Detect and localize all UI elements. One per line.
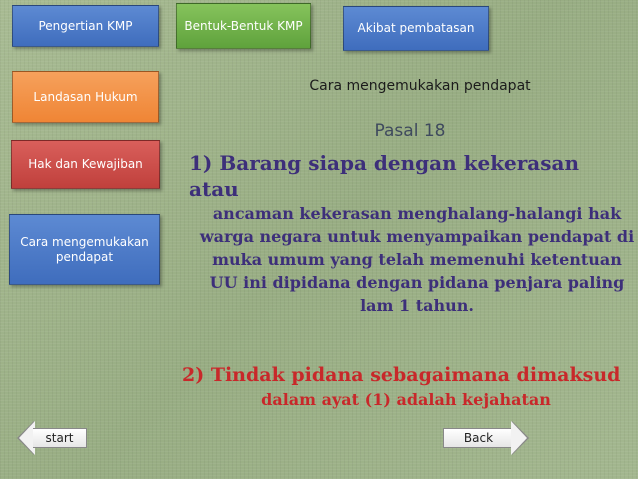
right-arrow-icon-fill <box>511 421 527 455</box>
nav-hak-kewajiban-label: Hak dan Kewajiban <box>28 157 143 171</box>
nav-bentuk-kmp-button[interactable] <box>176 3 311 49</box>
article-heading: Pasal 18 <box>374 121 446 141</box>
article-point-2-lead: 2) Tindak pidana sebagaimana dimaksud <box>182 364 621 386</box>
nav-cara-mengemukakan-label: Cara mengemukakan pendapat <box>20 234 149 264</box>
nav-pengertian-kmp-label: Pengertian KMP <box>38 18 133 33</box>
back-button[interactable] <box>443 421 529 455</box>
article-point-1 <box>185 150 635 317</box>
nav-landasan-hukum-button[interactable] <box>12 71 159 123</box>
nav-akibat-pembatasan-label: Akibat pembatasan <box>357 21 475 35</box>
nav-pengertian-kmp-button[interactable] <box>12 5 159 47</box>
nav-bentuk-kmp-label: Bentuk-Bentuk KMP <box>184 18 303 33</box>
back-label: Back <box>443 428 513 448</box>
article-point-1-text: ancaman kekerasan menghalang-halangi hak warga negara untuk menyampaikan pendapat di muka umum yang telah memenuhi ketentuan UU ini dipidana dengan pidana penjara paling lam 1 tahun. <box>199 204 635 315</box>
section-subtitle: Cara mengemukakan pendapat <box>309 78 531 94</box>
article-point-2 <box>178 363 634 411</box>
nav-hak-kewajiban-button[interactable] <box>11 140 160 189</box>
nav-landasan-hukum-label: Landasan Hukum <box>33 89 138 104</box>
start-label: start <box>33 428 87 448</box>
nav-akibat-pembatasan-button[interactable] <box>343 6 489 51</box>
nav-cara-mengemukakan-button[interactable] <box>9 214 160 285</box>
article-point-2-text: dalam ayat (1) adalah kejahatan <box>261 390 551 409</box>
article-point-1-lead: 1) Barang siapa dengan kekerasan atau <box>189 151 580 201</box>
start-button[interactable] <box>17 421 87 455</box>
